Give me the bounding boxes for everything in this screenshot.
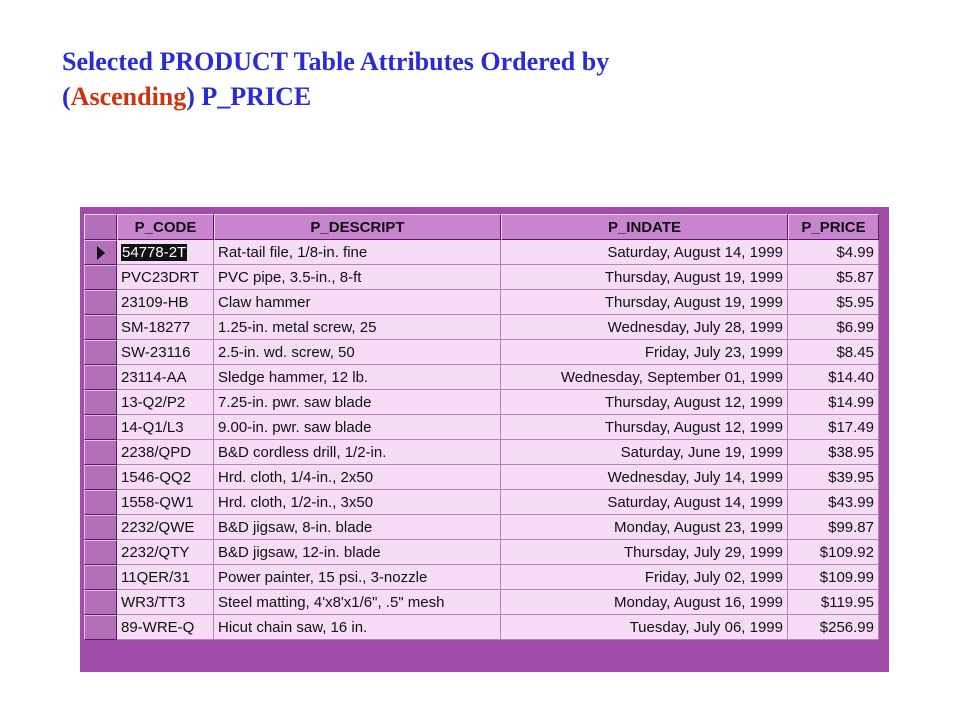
table-row[interactable] bbox=[84, 315, 879, 340]
cell-p-descript[interactable]: Steel matting, 4'x8'x1/6", .5" mesh bbox=[214, 590, 501, 615]
column-header-p-code[interactable]: P_CODE bbox=[117, 214, 214, 240]
cell-p-indate[interactable]: Thursday, July 29, 1999 bbox=[501, 540, 788, 565]
row-selector[interactable] bbox=[84, 240, 117, 265]
cell-p-price[interactable]: $39.95 bbox=[788, 465, 879, 490]
cell-p-indate[interactable]: Wednesday, July 14, 1999 bbox=[501, 465, 788, 490]
cell-p-descript[interactable]: 7.25-in. pwr. saw blade bbox=[214, 390, 501, 415]
cell-p-descript[interactable]: B&D jigsaw, 8-in. blade bbox=[214, 515, 501, 540]
title-rest: ) P_PRICE bbox=[186, 82, 312, 111]
cell-p-code[interactable]: SW-23116 bbox=[117, 340, 214, 365]
table-row[interactable] bbox=[84, 590, 879, 615]
cell-p-price[interactable]: $256.99 bbox=[788, 615, 879, 640]
table-body bbox=[84, 240, 879, 640]
table-row[interactable] bbox=[84, 340, 879, 365]
cell-p-indate[interactable]: Friday, July 23, 1999 bbox=[501, 340, 788, 365]
row-selector[interactable] bbox=[84, 615, 117, 640]
cell-p-descript[interactable]: 2.5-in. wd. screw, 50 bbox=[214, 340, 501, 365]
focused-cell-text: 54778-2T bbox=[122, 243, 187, 261]
cell-p-descript[interactable]: B&D jigsaw, 12-in. blade bbox=[214, 540, 501, 565]
table-row[interactable] bbox=[84, 565, 879, 590]
select-all-corner[interactable] bbox=[84, 214, 117, 240]
cell-p-indate[interactable]: Saturday, June 19, 1999 bbox=[501, 440, 788, 465]
row-selector[interactable] bbox=[84, 490, 117, 515]
cell-p-code[interactable]: PVC23DRT bbox=[117, 265, 214, 290]
column-header-p-descript[interactable]: P_DESCRIPT bbox=[214, 214, 501, 240]
cell-p-indate[interactable]: Saturday, August 14, 1999 bbox=[501, 490, 788, 515]
cell-p-price[interactable]: $17.49 bbox=[788, 415, 879, 440]
cell-p-code[interactable]: 14-Q1/L3 bbox=[117, 415, 214, 440]
cell-p-price[interactable]: $14.40 bbox=[788, 365, 879, 390]
cell-p-code[interactable]: WR3/TT3 bbox=[117, 590, 214, 615]
cell-p-indate[interactable]: Thursday, August 19, 1999 bbox=[501, 290, 788, 315]
cell-p-indate[interactable]: Thursday, August 12, 1999 bbox=[501, 415, 788, 440]
cell-p-code[interactable]: 11QER/31 bbox=[117, 565, 214, 590]
cell-p-price[interactable]: $43.99 bbox=[788, 490, 879, 515]
slide-title bbox=[62, 44, 882, 114]
table-row[interactable] bbox=[84, 240, 879, 265]
cell-p-price[interactable]: $5.95 bbox=[788, 290, 879, 315]
cell-p-code[interactable]: 23109-HB bbox=[117, 290, 214, 315]
column-header-p-indate[interactable]: P_INDATE bbox=[501, 214, 788, 240]
row-selector[interactable] bbox=[84, 515, 117, 540]
cell-p-price[interactable]: $119.95 bbox=[788, 590, 879, 615]
table-row[interactable] bbox=[84, 515, 879, 540]
cell-p-code[interactable]: SM-18277 bbox=[117, 315, 214, 340]
cell-p-code[interactable]: 1546-QQ2 bbox=[117, 465, 214, 490]
cell-p-code[interactable]: 2238/QPD bbox=[117, 440, 214, 465]
cell-p-indate[interactable]: Wednesday, September 01, 1999 bbox=[501, 365, 788, 390]
table-row[interactable] bbox=[84, 490, 879, 515]
row-selector[interactable] bbox=[84, 440, 117, 465]
cell-p-code[interactable]: 1558-QW1 bbox=[117, 490, 214, 515]
column-header-p-price[interactable]: P_PRICE bbox=[788, 214, 879, 240]
cell-p-price[interactable]: $38.95 bbox=[788, 440, 879, 465]
cell-p-indate[interactable]: Friday, July 02, 1999 bbox=[501, 565, 788, 590]
cell-p-indate[interactable]: Monday, August 23, 1999 bbox=[501, 515, 788, 540]
cell-p-indate[interactable]: Tuesday, July 06, 1999 bbox=[501, 615, 788, 640]
row-selector[interactable] bbox=[84, 390, 117, 415]
table-row[interactable] bbox=[84, 390, 879, 415]
row-selector[interactable] bbox=[84, 590, 117, 615]
cell-p-descript[interactable]: Sledge hammer, 12 lb. bbox=[214, 365, 501, 390]
cell-p-descript[interactable]: Rat-tail file, 1/8-in. fine bbox=[214, 240, 501, 265]
cell-p-descript[interactable]: Claw hammer bbox=[214, 290, 501, 315]
cell-p-code[interactable]: 89-WRE-Q bbox=[117, 615, 214, 640]
row-selector[interactable] bbox=[84, 540, 117, 565]
table-row[interactable] bbox=[84, 290, 879, 315]
title-line-2 bbox=[62, 79, 882, 114]
cell-p-descript[interactable]: Hrd. cloth, 1/2-in., 3x50 bbox=[214, 490, 501, 515]
cell-p-descript[interactable]: B&D cordless drill, 1/2-in. bbox=[214, 440, 501, 465]
cell-p-descript[interactable]: 9.00-in. pwr. saw blade bbox=[214, 415, 501, 440]
row-selector[interactable] bbox=[84, 465, 117, 490]
cell-p-code[interactable] bbox=[117, 240, 214, 265]
table-row[interactable] bbox=[84, 365, 879, 390]
row-selector[interactable] bbox=[84, 415, 117, 440]
cell-p-code[interactable]: 23114-AA bbox=[117, 365, 214, 390]
cell-p-indate[interactable]: Thursday, August 19, 1999 bbox=[501, 265, 788, 290]
row-selector[interactable] bbox=[84, 265, 117, 290]
cell-p-descript[interactable]: PVC pipe, 3.5-in., 8-ft bbox=[214, 265, 501, 290]
cell-p-price[interactable]: $6.99 bbox=[788, 315, 879, 340]
product-table bbox=[84, 214, 879, 640]
table-row[interactable] bbox=[84, 465, 879, 490]
row-selector[interactable] bbox=[84, 565, 117, 590]
row-selector[interactable] bbox=[84, 290, 117, 315]
table-row[interactable] bbox=[84, 265, 879, 290]
row-selector[interactable] bbox=[84, 365, 117, 390]
cell-p-indate[interactable]: Saturday, August 14, 1999 bbox=[501, 240, 788, 265]
cell-p-price[interactable]: $99.87 bbox=[788, 515, 879, 540]
cell-p-indate[interactable]: Monday, August 16, 1999 bbox=[501, 590, 788, 615]
cell-p-indate[interactable]: Wednesday, July 28, 1999 bbox=[501, 315, 788, 340]
datasheet-grid bbox=[80, 207, 889, 672]
title-line-1: Selected PRODUCT Table Attributes Ordered by bbox=[62, 47, 610, 76]
cell-p-code[interactable]: 2232/QWE bbox=[117, 515, 214, 540]
header-row bbox=[84, 214, 879, 240]
table-row[interactable] bbox=[84, 415, 879, 440]
row-selector[interactable] bbox=[84, 340, 117, 365]
title-accent-word: Ascending bbox=[70, 82, 187, 111]
cell-p-price[interactable]: $8.45 bbox=[788, 340, 879, 365]
cell-p-price[interactable]: $109.92 bbox=[788, 540, 879, 565]
title-open-paren: ( bbox=[62, 82, 71, 111]
cell-p-descript[interactable]: 1.25-in. metal screw, 25 bbox=[214, 315, 501, 340]
row-pointer-icon bbox=[97, 246, 105, 260]
cell-p-descript[interactable]: Hrd. cloth, 1/4-in., 2x50 bbox=[214, 465, 501, 490]
cell-p-descript[interactable]: Hicut chain saw, 16 in. bbox=[214, 615, 501, 640]
row-selector[interactable] bbox=[84, 315, 117, 340]
table-row[interactable] bbox=[84, 440, 879, 465]
cell-p-price[interactable]: $14.99 bbox=[788, 390, 879, 415]
cell-p-indate[interactable]: Thursday, August 12, 1999 bbox=[501, 390, 788, 415]
cell-p-price[interactable]: $109.99 bbox=[788, 565, 879, 590]
table-row[interactable] bbox=[84, 540, 879, 565]
table-row[interactable] bbox=[84, 615, 879, 640]
cell-p-price[interactable]: $4.99 bbox=[788, 240, 879, 265]
cell-p-price[interactable]: $5.87 bbox=[788, 265, 879, 290]
cell-p-descript[interactable]: Power painter, 15 psi., 3-nozzle bbox=[214, 565, 501, 590]
cell-p-code[interactable]: 13-Q2/P2 bbox=[117, 390, 214, 415]
cell-p-code[interactable]: 2232/QTY bbox=[117, 540, 214, 565]
